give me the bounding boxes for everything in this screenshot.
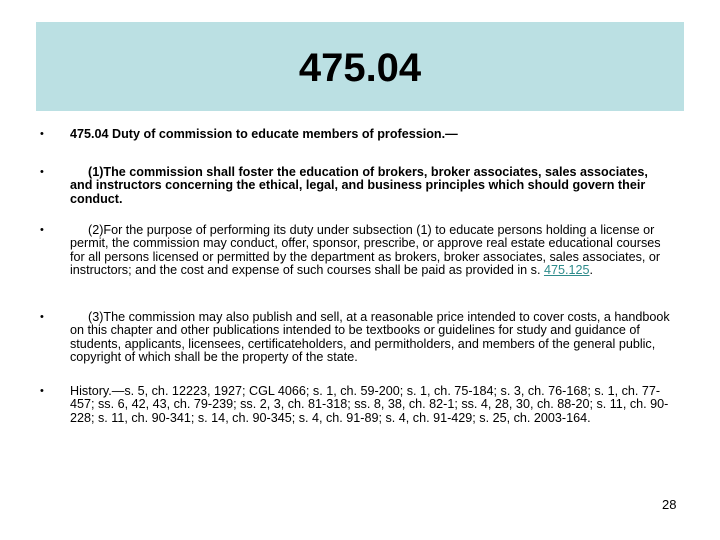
subsection-2-end: .	[589, 263, 593, 278]
history-note: History.—s. 5, ch. 12223, 1927; CGL 4066; s. 1, ch. 59-200; s. 1, ch. 75-184; s. 3, ch. 76-168; s. 1, ch. 77-457; ss. 6, 42, 43, ch. 79-239; ss. 2, 3, ch. 81-318; ss. 8, 38, ch. 82-1; ss. 4, 28, 30, ch. 88-20; s. 11, ch. 90-228; s. 11, ch. 90-341; s. 14, ch. 90-345; s. 4, ch. 91-89; s. 4, ch. 91-429; s. 25, ch. 2003-164.	[70, 384, 669, 425]
subsection-2	[70, 224, 670, 278]
list-item	[40, 311, 670, 365]
list-item	[40, 224, 670, 278]
list-item	[40, 166, 670, 206]
subsection-1: (1)The commission shall foster the education of brokers, broker associates, sales associates, and instructors concerning the ethical, legal, and business principles which should govern their conduct.	[70, 165, 648, 206]
slide-title: 475.04	[298, 46, 422, 90]
bullet-icon: •	[40, 311, 44, 323]
bullet-icon: •	[40, 385, 44, 397]
list-item	[40, 385, 670, 425]
subsection-3: (3)The commission may also publish and sell, at a reasonable price intended to cover costs, a handbook on this chapter and other publications intended to be textbooks or guidelines for study and guidance of students, applicants, licensees, certificateholders, and permitholders, and members of the general public, copyright of which shall be the property of the state.	[70, 310, 670, 365]
bullet-icon: •	[40, 224, 44, 236]
bullet-icon: •	[40, 166, 44, 178]
page-number: 28	[662, 497, 677, 512]
list-item	[40, 128, 670, 141]
bullet-icon: •	[40, 128, 44, 140]
statute-link[interactable]: 475.125	[543, 263, 590, 278]
subsection-2-text: (2)For the purpose of performing its duty under subsection (1) to educate persons holding a license or permit, the commission may conduct, offer, sponsor, prescribe, or approve real estate educational courses for all persons licensed or permitted by the department as brokers, broker associates, sales associates, or instructors; and the cost and expense of such courses shall be paid as provided in s.	[70, 223, 661, 278]
title-banner	[36, 22, 684, 111]
section-heading: 475.04 Duty of commission to educate members of profession.—	[70, 127, 458, 141]
